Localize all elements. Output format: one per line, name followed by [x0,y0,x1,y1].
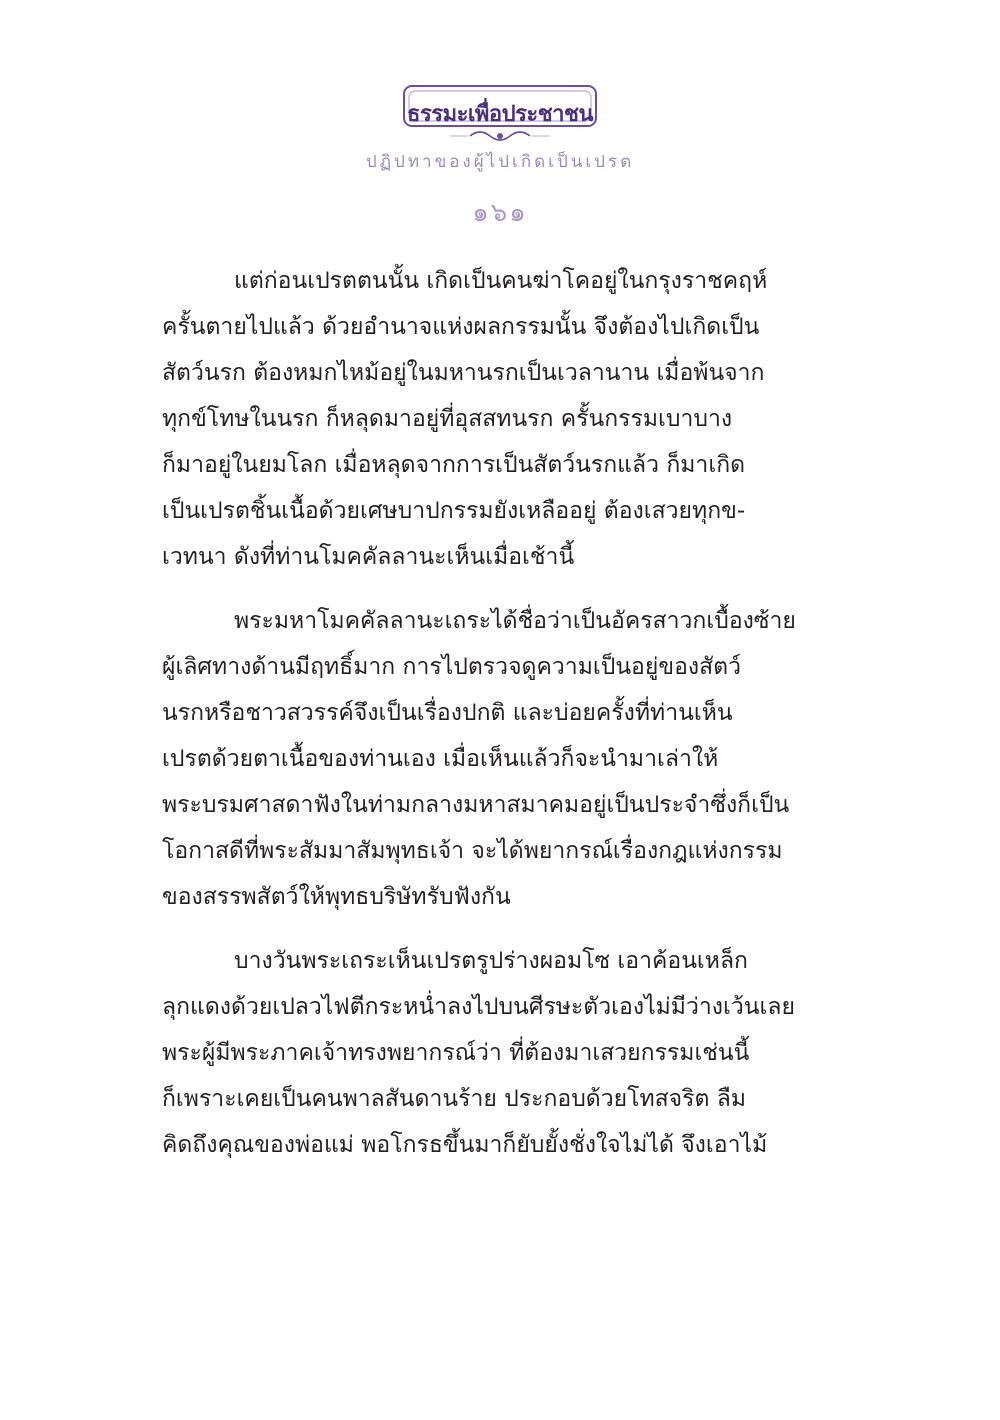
text-line: บางวันพระเถระเห็นเปรตรูปร่างผอมโซ เอาค้อนเหล็ก [234,948,748,974]
chapter-subtitle: ปฏิปทาของผู้ไปเกิดเป็นเปรต [365,152,635,172]
text-line: เป็นเปรตชิ้นเนื้อด้วยเศษบาปกรรมยังเหลืออยู่ ต้องเสวยทุกข- [162,498,746,524]
text-line: ลุกแดงด้วยเปลวไฟตีกระหน่ำลงไปบนศีรษะตัวเองไม่มีว่างเว้นเลย [162,994,795,1020]
text-line: เวทนา ดังที่ท่านโมคคัลลานะเห็นเมื่อเช้านี้ [162,544,575,570]
text-line: เปรตด้วยตาเนื้อของท่านเอง เมื่อเห็นแล้วก็จะนำมาเล่าให้ [162,746,719,772]
text-line: พระมหาโมคคัลลานะเถระได้ชื่อว่าเป็นอัครสาวกเบื้องซ้าย [234,608,796,634]
text-line: ผู้เลิศทางด้านมีฤทธิ์มาก การไปตรวจดูความเป็นอยู่ของสัตว์ [162,654,741,680]
paragraph [162,938,868,1168]
text-line: นรกหรือชาวสวรรค์จึงเป็นเรื่องปกติ และบ่อยครั้งที่ท่านเห็น [162,700,733,726]
paragraph [162,598,868,920]
text-line: พระบรมศาสดาฟังในท่ามกลางมหาสมาคมอยู่เป็นประจำซึ่งก็เป็น [162,792,790,818]
text-line: โอกาสดีที่พระสัมมาสัมพุทธเจ้า จะได้พยากรณ์เรื่องกฎแห่งกรรม [162,838,783,864]
text-line: ทุกข์โทษในนรก ก็หลุดมาอยู่ที่อุสสทนรก ครั้นกรรมเบาบาง [162,406,733,432]
text-line: ก็มาอยู่ในยมโลก เมื่อหลุดจากการเป็นสัตว์นรกแล้ว ก็มาเกิด [162,452,746,478]
text-line: ครั้นตายไปแล้ว ด้วยอำนาจแห่งผลกรรมนั้น จึงต้องไปเกิดเป็น [162,314,760,340]
text-line: ของสรรพสัตว์ให้พุทธบริษัทรับฟังกัน [162,884,511,910]
text-line: สัตว์นรก ต้องหมกไหม้อยู่ในมหานรกเป็นเวลานาน เมื่อพ้นจาก [162,360,765,386]
text-line: คิดถึงคุณของพ่อแม่ พอโกรธขึ้นมาก็ยับยั้งชั่งใจไม่ได้ จึงเอาไม้ [162,1132,768,1158]
logo-text: ธรรมะเพื่อประชาชน [407,102,593,127]
text-line: พระผู้มีพระภาคเจ้าทรงพยากรณ์ว่า ที่ต้องมาเสวยกรรมเช่นนี้ [162,1040,750,1066]
paragraph [162,258,868,580]
text-line: ก็เพราะเคยเป็นคนพาลสันดานร้าย ประกอบด้วยโทสจริต ลืม [162,1086,747,1112]
page-number: ๑๖๑ [472,198,528,228]
body-text [162,258,868,1168]
text-line: แต่ก่อนเปรตตนนั้น เกิดเป็นคนฆ่าโคอยู่ในกรุงราชคฤห์ [234,268,768,294]
